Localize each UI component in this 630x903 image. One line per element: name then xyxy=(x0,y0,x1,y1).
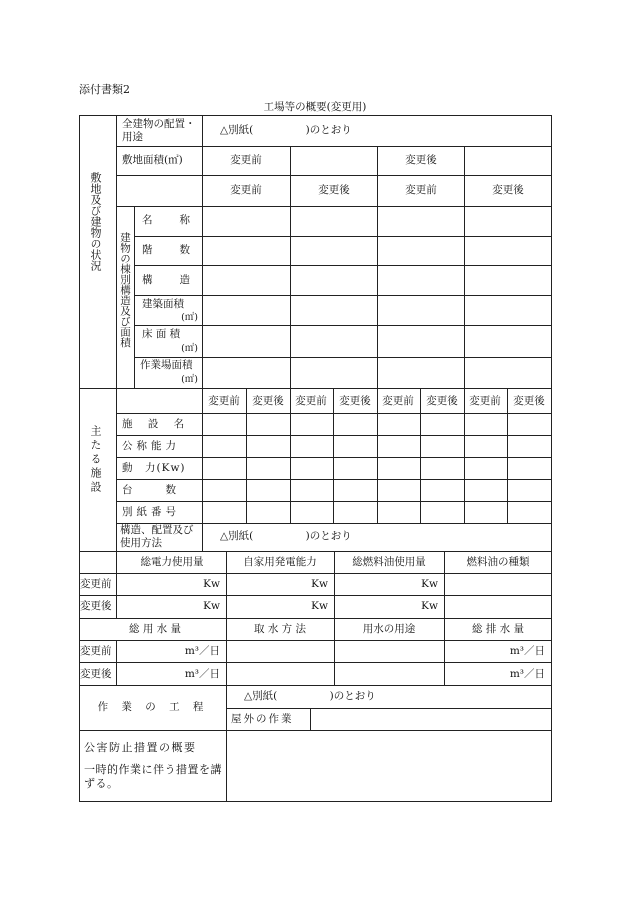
facility-before-3: 変更前 xyxy=(382,395,414,407)
fuel-unit-after: Kw xyxy=(421,600,438,612)
row-floor-area-unit: (㎡) xyxy=(181,343,198,354)
facility-capacity-label: 公称能力 xyxy=(122,440,180,452)
page-title: 工場等の概要(変更用) xyxy=(263,101,367,113)
drainage-unit-after: m³／日 xyxy=(509,668,545,680)
water-use-header: 用水の用途 xyxy=(362,623,416,635)
power-gen-unit-before: Kw xyxy=(311,578,328,590)
facility-structure-value: △別紙( )のとおり xyxy=(220,530,352,542)
power-gen-unit-after: Kw xyxy=(311,600,328,612)
row-building-area: 建築面積 xyxy=(142,298,184,310)
row-building-area-unit: (㎡) xyxy=(181,312,198,323)
site-section-label: 敷地及び建物の状況 xyxy=(89,172,102,271)
pollution-label: 公害防止措置の概要 xyxy=(84,741,197,754)
row-workshop-area: 作業場面積 xyxy=(140,359,193,371)
facility-after-1: 変更後 xyxy=(252,395,284,407)
site-area-label: 敷地面積(㎡) xyxy=(122,154,183,166)
facility-power-label: 動 力(Kw) xyxy=(122,462,186,474)
power-total-unit-before: Kw xyxy=(203,578,220,590)
building-after-1: 変更後 xyxy=(318,184,350,196)
water-before-label: 変更前 xyxy=(80,645,112,657)
outdoor-work-label: 屋外の作業 xyxy=(231,713,294,725)
process-label: 作 業 の 工 程 xyxy=(97,701,209,713)
power-generation-header: 自家用発電能力 xyxy=(243,556,317,568)
facilities-section-label: 主たる施設 xyxy=(89,425,102,495)
building-after-2: 変更後 xyxy=(492,184,524,196)
building-before-2: 変更前 xyxy=(405,184,437,196)
fuel-unit-before: Kw xyxy=(421,578,438,590)
fuel-usage-header: 総燃料油使用量 xyxy=(352,556,426,568)
facility-after-2: 変更後 xyxy=(339,395,371,407)
facility-after-4: 変更後 xyxy=(513,395,545,407)
row-workshop-area-unit: (㎡) xyxy=(181,374,198,385)
facility-before-1: 変更前 xyxy=(208,395,240,407)
water-total-header: 総 用 水 量 xyxy=(128,623,182,635)
power-after-label: 変更後 xyxy=(80,600,112,612)
building-group-label: 建物の棟別構造及び面積 xyxy=(119,232,131,348)
site-area-before: 変更前 xyxy=(230,154,262,166)
site-area-after: 変更後 xyxy=(405,154,437,166)
drainage-header: 総 排 水 量 xyxy=(471,623,525,635)
row-floors: 階 数 xyxy=(142,244,192,256)
water-unit-after: m³／日 xyxy=(184,668,220,680)
facility-sheet-label: 別紙番号 xyxy=(122,506,180,518)
water-intake-header: 取 水 方 法 xyxy=(253,623,307,635)
power-total-unit-after: Kw xyxy=(203,600,220,612)
facility-name-label: 施 設 名 xyxy=(122,418,191,430)
facility-before-2: 変更前 xyxy=(295,395,327,407)
pollution-note: 一時的作業に伴う措置を講ずる。 xyxy=(84,763,222,790)
water-after-label: 変更後 xyxy=(80,668,112,680)
drainage-unit-before: m³／日 xyxy=(509,645,545,657)
row-floor-area: 床 面 積 xyxy=(142,328,181,340)
facility-after-3: 変更後 xyxy=(426,395,458,407)
row-name: 名 称 xyxy=(142,214,192,226)
fuel-type-header: 燃料油の種類 xyxy=(466,556,530,568)
building-before-1: 変更前 xyxy=(230,184,262,196)
water-unit-before: m³／日 xyxy=(184,645,220,657)
power-total-header: 総電力使用量 xyxy=(140,556,204,568)
process-value: △別紙( )のとおり xyxy=(244,690,376,702)
attachment-label: 添付書類2 xyxy=(79,83,130,96)
layout-value: △別紙( )のとおり xyxy=(220,124,352,136)
facility-count-label: 台 数 xyxy=(122,484,180,496)
facility-structure-label: 構造、配置及び使用方法 xyxy=(120,524,194,549)
row-structure: 構 造 xyxy=(142,274,192,286)
power-before-label: 変更前 xyxy=(80,578,112,590)
facility-before-4: 変更前 xyxy=(469,395,501,407)
layout-label: 全建物の配置・用途 xyxy=(122,118,196,143)
